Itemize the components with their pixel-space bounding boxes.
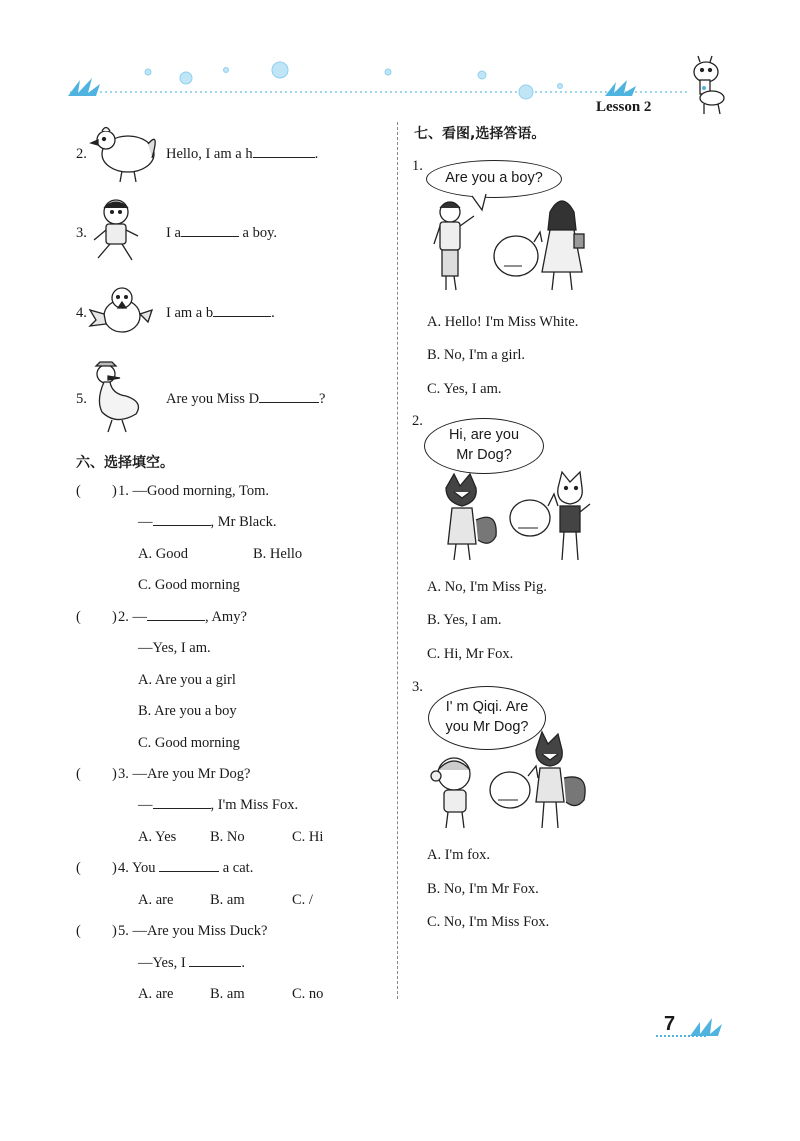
- answer-blank[interactable]: [147, 619, 205, 621]
- qiqi-fox-scene-icon: [424, 730, 596, 834]
- bird-icon: [88, 280, 154, 346]
- duck-icon: [86, 360, 148, 436]
- q5-line2: —Yes, I .: [138, 955, 245, 971]
- answer-blank[interactable]: [159, 870, 219, 872]
- fill-in-bird: I am a b .: [166, 305, 275, 321]
- answer-paren-close: ): [112, 609, 117, 625]
- fox-dog-scene-icon: [426, 470, 596, 566]
- page-number: 7: [664, 1013, 676, 1035]
- boy-icon: [88, 196, 146, 266]
- q2-option-b[interactable]: B. Are you a boy: [138, 703, 237, 719]
- answer-blank[interactable]: [253, 156, 315, 158]
- q1-line1: 1. —Good morning, Tom.: [118, 483, 269, 499]
- q5-option-a[interactable]: A. are: [138, 986, 174, 1002]
- q2-line2: —Yes, I am.: [138, 640, 211, 656]
- speech-bubble: Are you a boy?: [426, 160, 562, 198]
- answer-paren-open[interactable]: (: [76, 860, 81, 876]
- answer-paren-close: ): [112, 923, 117, 939]
- grass-right-icon: [605, 80, 636, 96]
- q2-option-a[interactable]: A. Are you a girl: [138, 672, 236, 688]
- q5-option-c[interactable]: C. no: [292, 986, 324, 1002]
- fill-in-hen: Hello, I am a h .: [166, 146, 319, 162]
- item-number: 5.: [76, 391, 87, 407]
- item-number: 1.: [412, 158, 423, 174]
- answer-paren-open[interactable]: (: [76, 923, 81, 939]
- speech-bubble: Hi, are you Mr Dog?: [424, 418, 544, 474]
- answer-blank[interactable]: [181, 235, 239, 237]
- grass-left-icon: [68, 78, 100, 96]
- q2-option-c[interactable]: C. Good morning: [138, 735, 240, 751]
- section6-title: 六、选择填空。: [76, 455, 174, 471]
- q1-line2: — , Mr Black.: [138, 514, 277, 530]
- answer-paren-open[interactable]: (: [76, 483, 81, 499]
- giraffe-icon: [694, 56, 724, 114]
- q3-option-a[interactable]: A. Yes: [138, 829, 177, 845]
- footer-grass-decoration: [652, 1014, 732, 1040]
- fill-in-duck: Are you Miss D ?: [166, 391, 326, 407]
- answer-blank[interactable]: [189, 965, 241, 967]
- item1-option-c[interactable]: C. Yes, I am.: [427, 381, 502, 397]
- q1-option-c[interactable]: C. Good morning: [138, 577, 240, 593]
- grass-footer-icon: [690, 1018, 722, 1036]
- answer-blank[interactable]: [153, 807, 211, 809]
- q3-option-b[interactable]: B. No: [210, 829, 245, 845]
- q3-line2: — , I'm Miss Fox.: [138, 797, 299, 813]
- answer-paren-open[interactable]: (: [76, 766, 81, 782]
- item2-option-b[interactable]: B. Yes, I am.: [427, 612, 502, 628]
- q1-option-b[interactable]: B. Hello: [253, 546, 303, 562]
- item2-option-c[interactable]: C. Hi, Mr Fox.: [427, 646, 514, 662]
- item3-option-c[interactable]: C. No, I'm Miss Fox.: [427, 914, 550, 930]
- speech-bubble: I' m Qiqi. Are you Mr Dog?: [428, 686, 546, 750]
- q4-option-a[interactable]: A. are: [138, 892, 174, 908]
- header-decoration: [0, 0, 800, 125]
- q3-option-c[interactable]: C. Hi: [292, 829, 324, 845]
- boy-girl-scene-icon: [426, 160, 592, 300]
- column-divider: [397, 122, 398, 999]
- item3-option-b[interactable]: B. No, I'm Mr Fox.: [427, 881, 539, 897]
- q5-option-b[interactable]: B. am: [210, 986, 245, 1002]
- item1-option-b[interactable]: B. No, I'm a girl.: [427, 347, 526, 363]
- q1-option-a[interactable]: A. Good: [138, 546, 188, 562]
- hen-icon: [88, 118, 160, 186]
- item2-option-a[interactable]: A. No, I'm Miss Pig.: [427, 579, 547, 595]
- answer-paren-close: ): [112, 483, 117, 499]
- section7-title: 七、看图,选择答语。: [414, 126, 546, 142]
- item-number: 3.: [412, 679, 423, 695]
- q4-line1: 4. You a cat.: [118, 860, 254, 876]
- answer-blank[interactable]: [153, 524, 211, 526]
- answer-paren-close: ): [112, 766, 117, 782]
- item-number: 3.: [76, 225, 87, 241]
- answer-paren-open[interactable]: (: [76, 609, 81, 625]
- lesson-title: Lesson 2: [596, 99, 652, 115]
- q5-line1: 5. —Are you Miss Duck?: [118, 923, 268, 939]
- q2-line1: 2. — , Amy?: [118, 609, 247, 625]
- fill-in-boy: I a a boy.: [166, 225, 278, 241]
- answer-paren-close: ): [112, 860, 117, 876]
- q3-line1: 3. —Are you Mr Dog?: [118, 766, 251, 782]
- bubble-decor-icon: [145, 62, 563, 99]
- item-number: 2.: [76, 146, 87, 162]
- item1-option-a[interactable]: A. Hello! I'm Miss White.: [427, 314, 579, 330]
- q4-option-c[interactable]: C. /: [292, 892, 313, 908]
- answer-blank[interactable]: [259, 401, 319, 403]
- item-number: 2.: [412, 413, 423, 429]
- q4-option-b[interactable]: B. am: [210, 892, 245, 908]
- answer-blank[interactable]: [213, 315, 271, 317]
- item3-option-a[interactable]: A. I'm fox.: [427, 847, 491, 863]
- item-number: 4.: [76, 305, 87, 321]
